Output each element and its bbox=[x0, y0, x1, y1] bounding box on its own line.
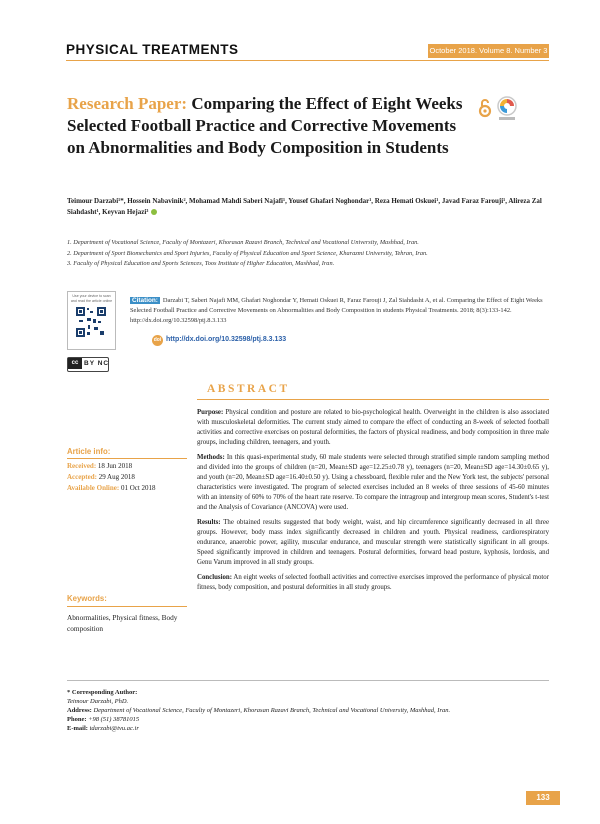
affiliation-item: 2. Department of Sport Biomechanics and Sport Injuries, Faculty of Physical Education and Sport Science, Kharazmi University, Tehran, Iran. bbox=[67, 249, 428, 257]
cc-terms: BY NC bbox=[84, 360, 110, 367]
online-value: 01 Oct 2018 bbox=[120, 484, 156, 492]
abstract-purpose bbox=[197, 408, 549, 448]
citation-text: Darzabi T, Saberi Najafi MM, Ghafari Noghondar Y, Hemati Oskuei R, Faraz Farouji J, Zal Siahdasht A, et al. Comparing the Effect of Eight Weeks Selected Football Practice and Corrective Movements on Abnormalities and Body Composition in students Physical Treatments. 2018; 8(3):133-142. http://dx.doi.org/10.32598/ptj.8.3.133 bbox=[130, 297, 543, 324]
phone-label: Phone: bbox=[67, 716, 87, 723]
abstract-heading: ABSTRACT bbox=[207, 383, 290, 395]
methods-heading: Methods: bbox=[197, 454, 225, 461]
abstract-results bbox=[197, 518, 549, 568]
doi-link[interactable]: http://dx.doi.org/10.32598/ptj.8.3.133 bbox=[166, 336, 287, 343]
keywords-divider bbox=[67, 606, 187, 607]
results-text: The obtained results suggested that body weight, waist, and hip circumference significantly decreased in all three groups. However, body mass index significantly decreased in children and youth. Physical readiness, cardiorespiratory endurance, anaerobic power, agility, muscular endurance, and muscular strength were statistically significant in all groups. Speed significantly improved in children and teenagers. Postural deformities, forward head posture, kyphosis, lordosis, and Genu Varum improved in all study groups. bbox=[197, 519, 549, 566]
purpose-heading: Purpose: bbox=[197, 409, 224, 416]
qr-code-icon[interactable] bbox=[76, 307, 106, 337]
keywords-heading: Keywords: bbox=[67, 594, 107, 603]
email-label: E-mail: bbox=[67, 725, 88, 732]
orcid-icon[interactable] bbox=[151, 209, 157, 215]
article-type-label: Research Paper: bbox=[67, 94, 188, 113]
header-divider bbox=[66, 60, 549, 61]
article-info-heading: Article info: bbox=[67, 447, 111, 456]
cc-mark: cc bbox=[68, 358, 82, 369]
corresponding-author bbox=[67, 688, 549, 733]
article-title bbox=[67, 93, 467, 159]
email-value[interactable]: tdarzabi@tvu.ac.ir bbox=[89, 725, 139, 732]
doi-icon: doi bbox=[152, 335, 163, 346]
authors-text: Teimour Darzabi¹*, Hossein Nabavinik², Mohamad Mahdi Saberi Najafi¹, Yousef Ghafari Noghondar¹, Reza Hemati Oskuei¹, Javad Faraz Farouji¹, Alireza Zal Siahdasht¹, Keyvan Hejazi³ bbox=[67, 197, 542, 216]
qr-caption: Use your device to scan and read the article online bbox=[70, 294, 113, 303]
affiliations bbox=[67, 238, 549, 270]
issue-info: October 2018. Volume 8. Number 3 bbox=[428, 44, 549, 58]
corresponding-email bbox=[67, 724, 549, 733]
received-value: 18 Jun 2018 bbox=[97, 462, 133, 470]
corresponding-address bbox=[67, 706, 549, 715]
corresponding-heading: * Corresponding Author: bbox=[67, 689, 138, 696]
abstract-conclusion bbox=[197, 573, 549, 593]
corresponding-name: Teimour Darzabi, PhD. bbox=[67, 698, 129, 705]
accepted-label: Accepted: bbox=[67, 473, 97, 481]
conclusion-text: An eight weeks of selected football activities and corrective exercises improved the performance of physical motor fitness, body composition, and postural deformities in all study groups. bbox=[197, 574, 549, 591]
citation-label: Citation: bbox=[132, 297, 158, 304]
footer-divider bbox=[67, 680, 549, 681]
address-value: Department of Vocational Science, Faculty of Montazeri, Khorasan Razavi Branch, Technical and Vocational University, Mashhad, Iran. bbox=[93, 707, 451, 714]
abstract-body bbox=[197, 408, 549, 598]
author-list bbox=[67, 196, 549, 218]
received-label: Received: bbox=[67, 462, 97, 470]
abstract-methods bbox=[197, 453, 549, 513]
citation bbox=[130, 296, 545, 326]
affiliation-item: 1. Department of Vocational Science, Faculty of Montazeri, Khorasan Razavi Branch, Technical and Vocational University, Mashhad, Iran. bbox=[67, 239, 419, 246]
online-label: Available Online: bbox=[67, 484, 120, 492]
abstract-divider bbox=[197, 399, 549, 400]
keywords-list: Abnormalities, Physical fitness, Body composition bbox=[67, 613, 178, 633]
page-number: 133 bbox=[536, 793, 550, 802]
article-info-divider bbox=[67, 458, 187, 459]
corresponding-phone bbox=[67, 715, 549, 724]
purpose-text: Physical condition and posture are related to bio-psychological health. Overweight in the children is also associated with musculoskeletal deformities. The current study aimed to compare the effect of conducting an 8-week of selected football activities and corrective exercises on postural deformities, the factors of physical readiness, and body composition in three male groups, including children, teenagers, and youth. bbox=[197, 409, 550, 446]
affiliation-item: 3. Faculty of Physical Education and Sports Sciences, Toos Institute of Higher Education, Mashhad, Iran. bbox=[67, 260, 335, 267]
conclusion-heading: Conclusion: bbox=[197, 574, 232, 581]
results-heading: Results: bbox=[197, 519, 221, 526]
crossmark-icon[interactable] bbox=[497, 96, 517, 122]
accepted-value: 29 Aug 2018 bbox=[98, 473, 135, 481]
journal-name: PHYSICAL TREATMENTS bbox=[66, 42, 239, 57]
article-title-text: Comparing the Effect of Eight Weeks Selected Football Practice and Corrective Movements on Abnormalities and Body Composition in Students bbox=[67, 94, 463, 157]
accepted-date bbox=[67, 473, 135, 481]
address-label: Address: bbox=[67, 707, 92, 714]
received-date bbox=[67, 462, 132, 470]
phone-value: +98 (51) 38781015 bbox=[88, 716, 140, 723]
open-access-icon[interactable] bbox=[478, 98, 492, 118]
online-date bbox=[67, 484, 156, 492]
methods-text: In this quasi-experimental study, 60 male students were selected through stratified simple random sampling method and divided into the groups of children (n=20, Mean±SD age=12.25±0.78 y), teenagers (n=20, Mean±SD age=14.30±0.65 y), and youth (n=20, Mean±SD age=16.40±0.50 y). Using a chessboard, flexible ruler and the New York test, the subjects' personal characteristics were investigated. The program of selected exercises included an 8 weeks of three sessions of 45-60 minutes with an intensity of 60% to 70% of the heart rate reserve. To compare the intragroup and intergroup mean scores, Student's t-test and the Analysis of Covariance (ANCOVA) were used. bbox=[197, 454, 549, 511]
